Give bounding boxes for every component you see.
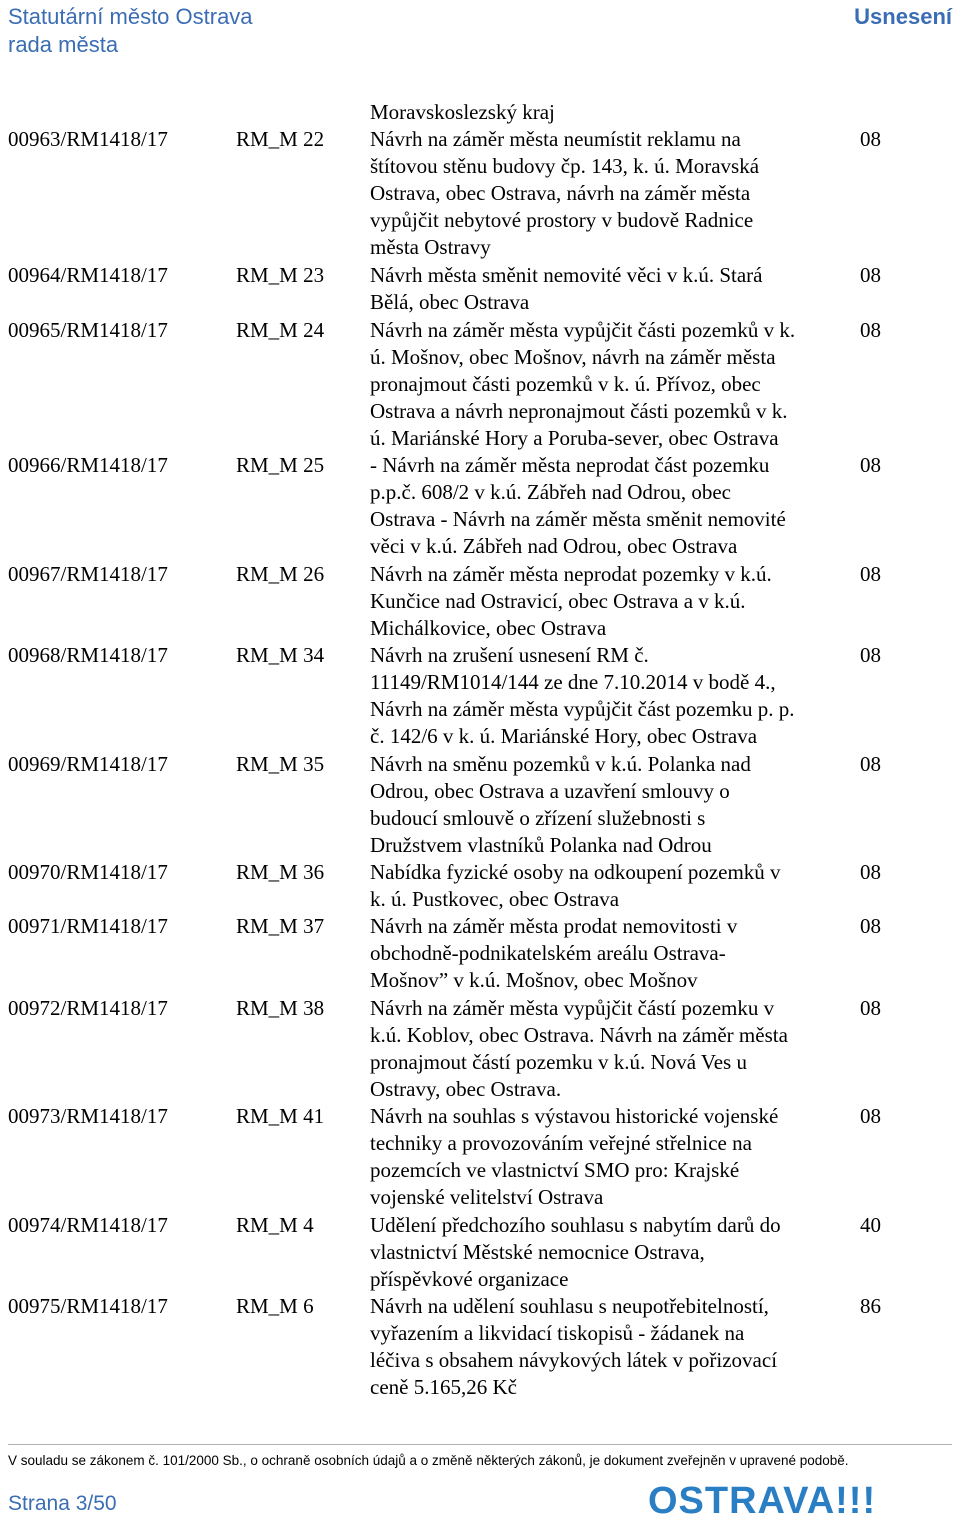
agenda-code: RM_M 34 — [236, 643, 325, 667]
row-description: Návrh na směnu pozemků v k.ú. Polanka nad Odrou, obec Ostrava a uzavření smlouvy o budoucí smlouvě o zřízení služebnosti s Družstvem vlastníků Polanka nad Odrou — [370, 752, 751, 857]
footer-divider — [8, 1444, 952, 1445]
resolution-number: 00972/RM1418/17 — [8, 996, 168, 1020]
resolution-number: 00971/RM1418/17 — [8, 914, 168, 938]
page-ref: 08 — [860, 860, 881, 884]
row-description: Nabídka fyzické osoby na odkoupení pozemků v k. ú. Pustkovec, obec Ostrava — [370, 860, 781, 911]
resolution-number: 00965/RM1418/17 — [8, 318, 168, 342]
page-ref: 08 — [860, 318, 881, 342]
row-description: Moravskoslezský kraj — [370, 100, 555, 124]
agenda-code: RM_M 6 — [236, 1294, 314, 1318]
resolution-number: 00970/RM1418/17 — [8, 860, 168, 884]
page-ref: 86 — [860, 1294, 881, 1318]
row-description: Návrh na zrušení usnesení RM č. 11149/RM1014/144 ze dne 7.10.2014 v bodě 4., Návrh na záměr města vypůjčit část pozemku p. p. č. 142/6 v k. ú. Mariánské Hory, obec Ostrava — [370, 643, 795, 748]
row-description: Návrh na záměr města vypůjčit části pozemků v k. ú. Mošnov, obec Mošnov, návrh na záměr města pronajmout části pozemků v k. ú. Přívoz, obec Ostrava a návrh nepronajmout části pozemků v k. ú. Mariánské Hory a Poruba-sever, obec Ostrava — [370, 318, 796, 450]
row-description: Návrh na záměr města vypůjčit částí pozemku v k.ú. Koblov, obec Ostrava. Návrh na záměr města pronajmout částí pozemku v k.ú. Nová Ves u Ostravy, obec Ostrava. — [370, 996, 788, 1101]
agenda-code: RM_M 24 — [236, 318, 325, 342]
agenda-code: RM_M 35 — [236, 752, 325, 776]
agenda-code: RM_M 23 — [236, 263, 325, 287]
page-ref: 08 — [860, 643, 881, 667]
agenda-code: RM_M 36 — [236, 860, 325, 884]
row-description: Návrh na záměr města prodat nemovitosti v obchodně-podnikatelském areálu Ostrava- Mošnov” v k.ú. Mošnov, obec Mošnov — [370, 914, 738, 992]
row-description: Návrh na udělení souhlasu s neupotřebitelností, vyřazením a likvidací tiskopisů - žádanek na léčiva s obsahem návykových látek v pořizovací ceně 5.165,26 Kč — [370, 1294, 778, 1399]
header-doc-type: Usnesení — [854, 4, 952, 29]
resolution-number: 00974/RM1418/17 — [8, 1213, 168, 1237]
resolution-number: 00967/RM1418/17 — [8, 562, 168, 586]
header-org: Statutární město Ostrava — [8, 4, 253, 29]
row-description: - Návrh na záměr města neprodat část pozemku p.p.č. 608/2 v k.ú. Zábřeh nad Odrou, obec Ostrava - Návrh na záměr města směnit nemovité věci v k.ú. Zábřeh nad Odrou, obec Ostrava — [370, 453, 786, 558]
resolution-number: 00964/RM1418/17 — [8, 263, 168, 287]
row-description: Návrh na záměr města neumístit reklamu na štítovou stěnu budovy čp. 143, k. ú. Moravská Ostrava, obec Ostrava, návrh na záměr města vypůjčit nebytové prostory v budově Radnice města Ostravy — [370, 127, 760, 259]
header-body: rada města — [8, 32, 119, 57]
agenda-code: RM_M 41 — [236, 1104, 325, 1128]
page-ref: 40 — [860, 1213, 881, 1237]
page-number: Strana 3/50 — [8, 1492, 117, 1515]
agenda-code: RM_M 4 — [236, 1213, 314, 1237]
page-ref: 08 — [860, 1104, 881, 1128]
page-ref: 08 — [860, 752, 881, 776]
ostrava-logo: OSTRAVA!!! — [648, 1480, 877, 1522]
resolution-number: 00963/RM1418/17 — [8, 127, 168, 151]
resolution-number: 00975/RM1418/17 — [8, 1294, 168, 1318]
agenda-code: RM_M 25 — [236, 453, 325, 477]
row-description: Návrh na souhlas s výstavou historické vojenské techniky a provozováním veřejné střelnice na pozemcích ve vlastnictví SMO pro: Krajské vojenské velitelství Ostrava — [370, 1104, 779, 1209]
resolution-number: 00966/RM1418/17 — [8, 453, 168, 477]
page-ref: 08 — [860, 263, 881, 287]
row-description: Udělení předchozího souhlasu s nabytím darů do vlastnictví Městské nemocnice Ostrava, příspěvkové organizace — [370, 1213, 781, 1291]
row-description: Návrh města směnit nemovité věci v k.ú. Stará Bělá, obec Ostrava — [370, 263, 763, 314]
row-description: Návrh na záměr města neprodat pozemky v k.ú. Kunčice nad Ostravicí, obec Ostrava a v k.ú. Michálkovice, obec Ostrava — [370, 562, 772, 640]
page-ref: 08 — [860, 914, 881, 938]
resolution-number: 00973/RM1418/17 — [8, 1104, 168, 1128]
page-ref: 08 — [860, 453, 881, 477]
agenda-code: RM_M 38 — [236, 996, 325, 1020]
page-header — [8, 4, 952, 62]
resolution-number: 00969/RM1418/17 — [8, 752, 168, 776]
page-ref: 08 — [860, 127, 881, 151]
agenda-code: RM_M 22 — [236, 127, 325, 151]
page-ref: 08 — [860, 996, 881, 1020]
agenda-code: RM_M 26 — [236, 562, 325, 586]
footer-legal-note: V souladu se zákonem č. 101/2000 Sb., o ochraně osobních údajů a o změně některých zákonů, je dokument zveřejněn v upravené podobě. — [8, 1453, 849, 1468]
agenda-code: RM_M 37 — [236, 914, 325, 938]
page-ref: 08 — [860, 562, 881, 586]
resolution-number: 00968/RM1418/17 — [8, 643, 168, 667]
